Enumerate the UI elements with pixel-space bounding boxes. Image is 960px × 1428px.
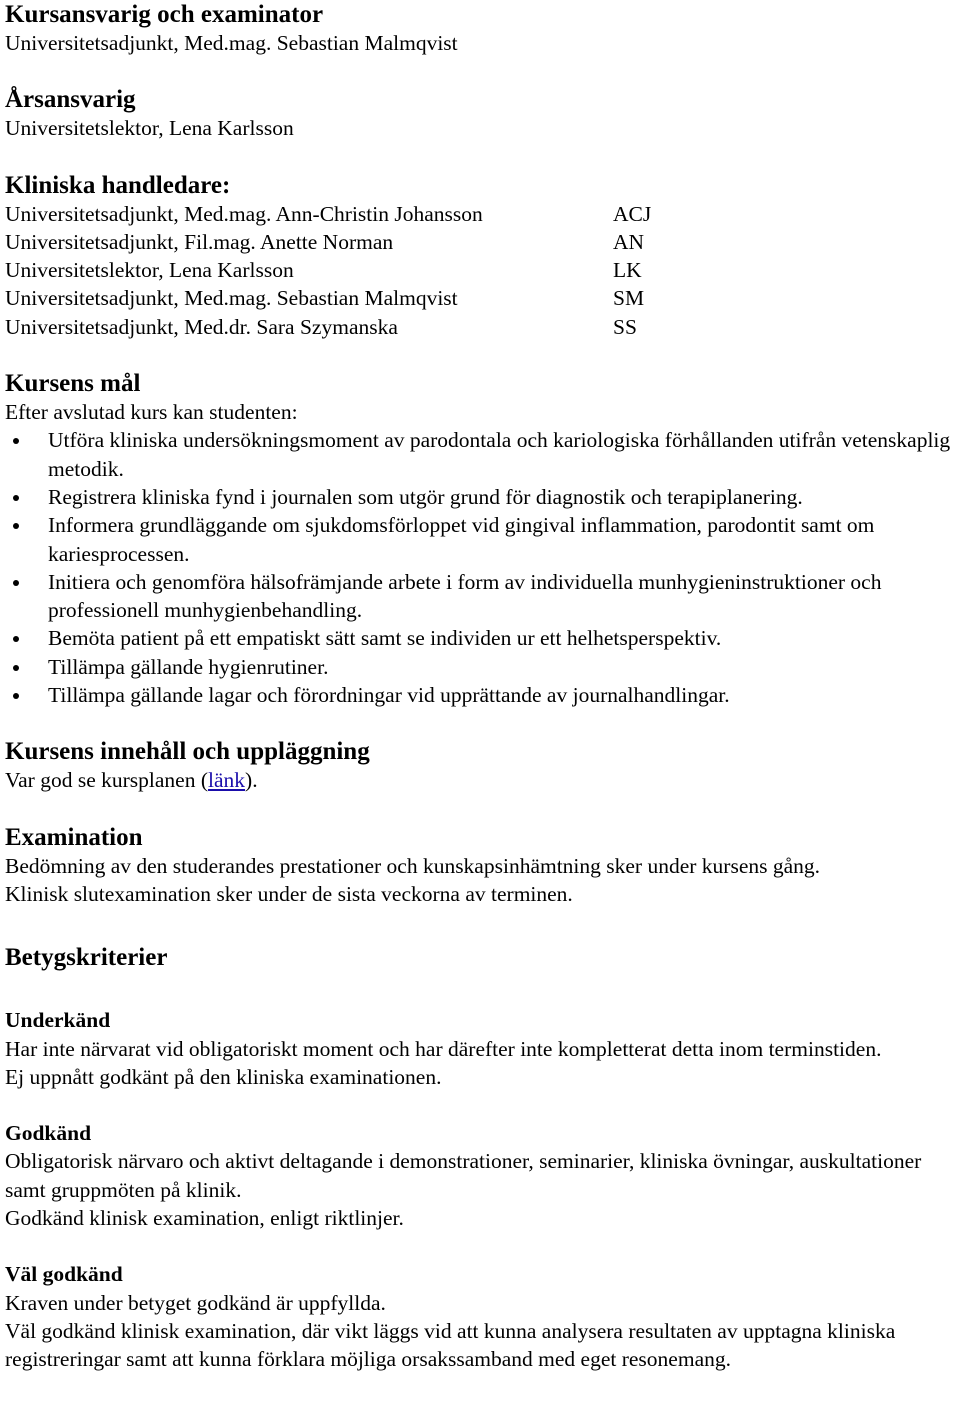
supervisors-table [5,200,651,341]
goal-text: Bemöta patient på ett empatiskt sätt samt se individen ur ett helhetsperspektiv. [48,626,722,651]
content-heading: Kursens innehåll och uppläggning [5,738,370,766]
supervisor-row [5,313,651,341]
bullet-icon [13,636,19,642]
goals-list [5,426,957,709]
supervisor-name: Universitetsadjunkt, Med.mag. Ann-Christin Johansson [5,201,483,226]
distinction-heading: Väl godkänd [5,1262,123,1287]
year-responsible-heading: Årsansvarig [5,86,136,114]
bullet-icon [13,693,19,699]
bullet-icon [13,523,19,529]
list-item [5,568,957,625]
content-text-after: ). [245,768,258,793]
supervisor-code: SS [613,314,637,339]
distinction-line: Väl godkänd klinisk examination, där vikt läggs vid att kunna analysera resultaten av upptagna kliniska registreringar samt att kunna förklara möjliga orsakssamband med eget resonemang. [5,1318,896,1372]
year-responsible-person: Universitetslektor, Lena Karlsson [5,116,294,141]
failed-line: Har inte närvarat vid obligatoriskt moment och har därefter inte kompletterat detta inom terminstiden. [5,1036,882,1061]
goal-text: Utföra kliniska undersökningsmoment av parodontala och kariologiska förhållanden utifrån vetenskaplig metodik. [48,428,951,481]
supervisor-name: Universitetslektor, Lena Karlsson [5,258,294,283]
failed-heading: Underkänd [5,1008,111,1033]
goals-heading: Kursens mål [5,370,141,398]
goal-text: Tillämpa gällande hygienrutiner. [48,654,329,679]
supervisor-row [5,228,651,256]
list-item [5,624,957,652]
supervisor-name: Universitetsadjunkt, Med.mag. Sebastian Malmqvist [5,286,458,311]
passed-heading: Godkänd [5,1121,92,1146]
list-item [5,483,957,511]
failed-line: Ej uppnått godkänt på den kliniska examinationen. [5,1064,442,1089]
bullet-icon [13,665,19,671]
supervisor-row [5,256,651,284]
bullet-icon [13,580,19,586]
supervisor-code: ACJ [613,201,652,226]
grading-heading: Betygskriterier [5,944,168,972]
document-page [5,0,957,1374]
examination-line: Bedömning av den studerandes prestationer och kunskapsinhämtning sker under kursens gång. [5,853,821,878]
supervisor-row [5,200,651,228]
supervisor-name: Universitetsadjunkt, Med.dr. Sara Szymanska [5,314,398,339]
supervisors-heading: Kliniska handledare: [5,171,231,199]
supervisor-code: SM [613,286,645,311]
content-text [5,766,957,794]
list-item [5,681,957,709]
supervisor-row [5,284,651,312]
goals-intro: Efter avslutad kurs kan studenten: [5,400,298,425]
examination-line: Klinisk slutexamination sker under de sista veckorna av terminen. [5,881,573,906]
list-item [5,511,957,568]
supervisor-code: LK [613,258,642,283]
list-item [5,653,957,681]
goal-text: Informera grundläggande om sjukdomsförloppet vid gingival inflammation, parodontit samt om kariesprocessen. [48,513,875,566]
list-item [5,426,957,483]
goal-text: Initiera och genomföra hälsofrämjande arbete i form av individuella munhygieninstruktioner och professionell munhygienbehandling. [48,569,882,623]
distinction-line: Kraven under betyget godkänd är uppfyllda. [5,1290,386,1315]
examination-heading: Examination [5,823,143,851]
supervisor-code: AN [613,229,645,254]
passed-line: Godkänd klinisk examination, enligt riktlinjer. [5,1206,404,1231]
responsible-heading: Kursansvarig och examinator [5,1,324,28]
content-text-before: Var god se kursplanen ( [5,768,209,793]
bullet-icon [13,438,19,444]
responsible-person: Universitetsadjunkt, Med.mag. Sebastian Malmqvist [5,31,458,55]
supervisor-name: Universitetsadjunkt, Fil.mag. Anette Norman [5,229,394,254]
goal-text: Tillämpa gällande lagar och förordningar vid upprättande av journalhandlingar. [48,683,730,708]
goal-text: Registrera kliniska fynd i journalen som utgör grund för diagnostik och terapiplanering. [48,484,803,509]
bullet-icon [13,495,19,501]
passed-line: Obligatorisk närvaro och aktivt deltagande i demonstrationer, seminarier, kliniska övningar, auskultationer samt gruppmöten på klinik. [5,1149,922,1202]
syllabus-link[interactable]: länk [208,768,246,793]
